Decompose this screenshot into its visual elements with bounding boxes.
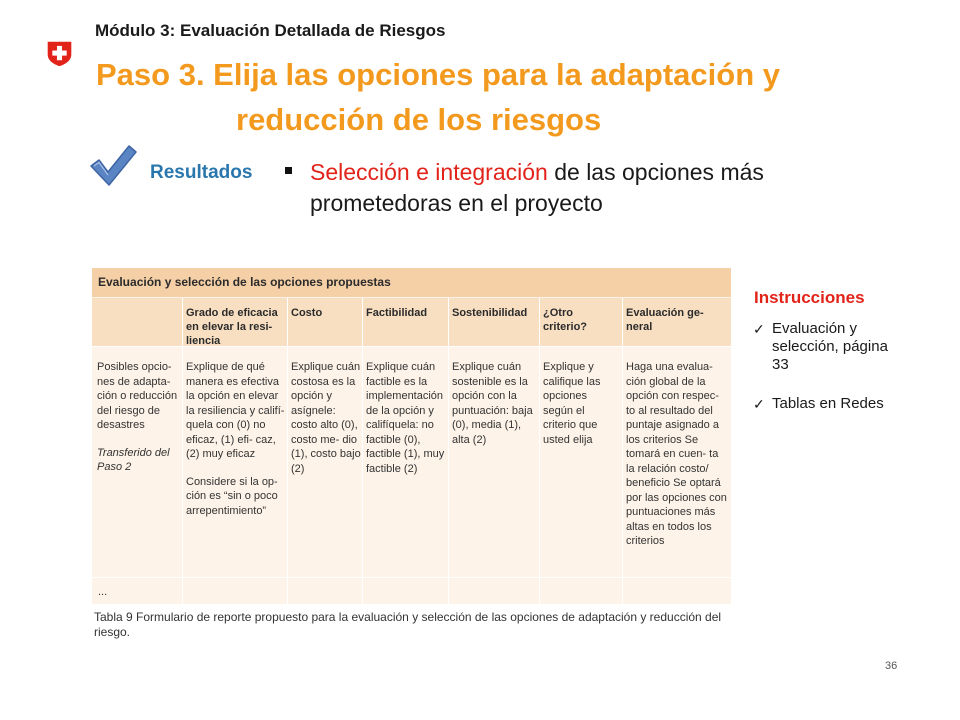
column-divider [287, 298, 288, 604]
row-divider [92, 577, 731, 578]
results-label: Resultados [150, 162, 253, 183]
table-cell-overall: Haga una evalua- ción global de la opción con respec- to al resultado del puntaje asignado a los criterios Se tomará en cuen- ta la relación costo/ beneficio Se optará por las opciones con puntuaciones más altas en todos los criterios [626, 361, 727, 547]
instructions-title: Instrucciones [754, 288, 865, 307]
cell-text: Explique de qué manera es efectiva la opción en elevar la resiliencia y califí- quela con (0) no eficaz, (1) efi- caz, (2) muy eficaz [186, 361, 285, 460]
check-icon: ✓ [753, 396, 765, 412]
slide-title [96, 52, 946, 142]
table-cell-feasibility: Explique cuán factible es la implementación de la opción y califíquela: no factible (0), factible (1), muy factible (2) [366, 361, 445, 475]
slide-title-line2: reducción de los riesgos [236, 102, 602, 137]
column-header-efficacy: Grado de eficacia en elevar la resi- liencia [186, 307, 278, 347]
instructions-item-text: Evaluación y selección, página 33 [772, 320, 888, 373]
table-cell-sustainability: Explique cuán sostenible es la opción con la puntuación: baja (0), media (1), alta (2) [452, 361, 533, 446]
cell-text: Posibles opcio- nes de adapta- ción o reducción del riesgo de desastres [97, 361, 178, 431]
column-divider [362, 298, 363, 604]
results-bullet-rest: de las opciones más prometedoras en el proyecto [310, 159, 764, 216]
check-icon: ✓ [753, 321, 765, 337]
table-cell-cost: Explique cuán costosa es la opción y asígnele: costo alto (0), costo me- dio (1), costo bajo (2) [291, 361, 361, 475]
bullet-marker [285, 167, 292, 174]
results-bullet [310, 157, 870, 219]
column-header-sustainability: Sostenibilidad [452, 307, 528, 319]
column-header-cost: Costo [291, 307, 323, 319]
table-ellipsis: ... [98, 586, 108, 598]
column-divider [182, 298, 183, 604]
column-divider [448, 298, 449, 604]
cell-text: Considere si la op- ción es “sin o poco arrepentimiento” [186, 475, 278, 517]
module-title: Módulo 3: Evaluación Detallada de Riesgos [95, 21, 446, 40]
table-cell-efficacy [186, 360, 285, 518]
column-divider [622, 298, 623, 604]
table-caption: Tabla 9 Formulario de reporte propuesto para la evaluación y selección de las opciones de adaptación y reducción del riesgo. [94, 610, 722, 639]
column-header-overall: Evaluación ge- neral [626, 307, 704, 333]
swiss-cross-icon [46, 40, 73, 67]
column-header-other: ¿Otro criterio? [543, 307, 588, 333]
table-cell-options [97, 360, 181, 475]
column-header-feasibility: Factibilidad [366, 307, 428, 319]
instructions-item [753, 320, 892, 374]
checkmark-icon [88, 142, 138, 188]
results-bullet-highlight: Selección e integración [310, 159, 548, 185]
cell-text: Transferido del Paso 2 [97, 446, 170, 473]
column-divider [539, 298, 540, 604]
instructions-item [753, 395, 892, 413]
page-number: 36 [885, 660, 898, 672]
slide-title-line1: Paso 3. Elija las opciones para la adaptación y [96, 57, 780, 92]
evaluation-table [92, 268, 731, 604]
instructions-item-text: Tablas en Redes [772, 395, 884, 412]
table-cell-other: Explique y califique las opciones según el criterio que usted elija [543, 361, 601, 446]
table-header-text: Evaluación y selección de las opciones propuestas [98, 275, 391, 289]
